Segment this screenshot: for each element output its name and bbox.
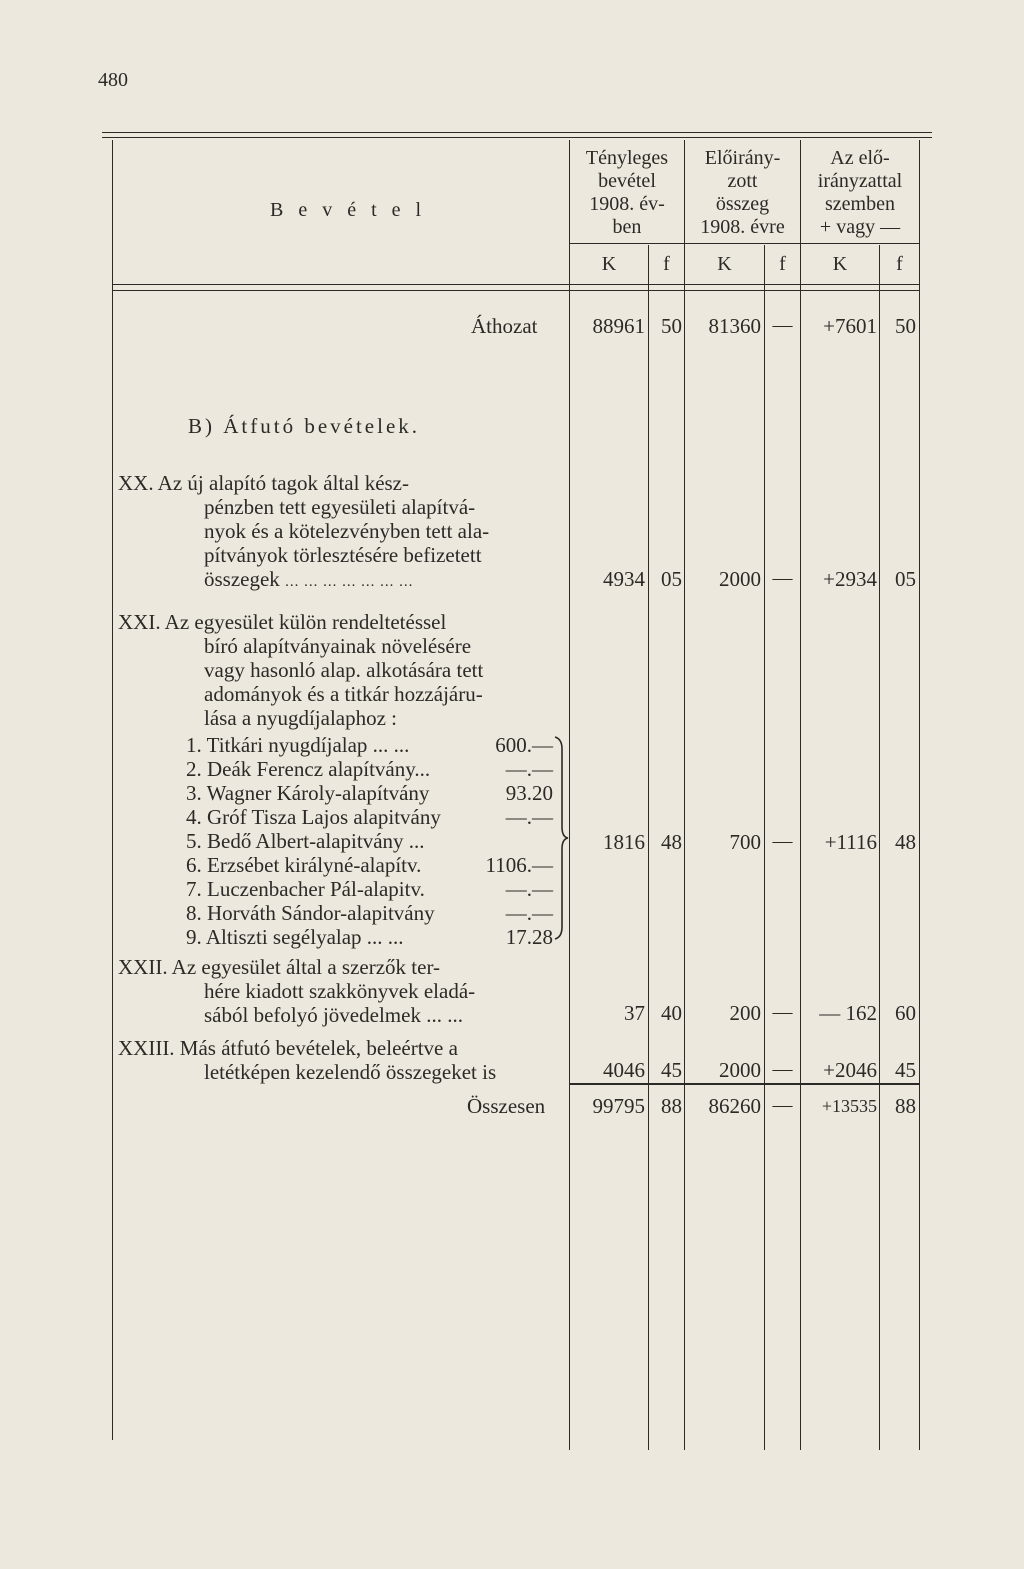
- xxii-f2: —: [772, 1001, 793, 1023]
- header-col3-line1: Az elő-: [830, 147, 890, 169]
- xxi-item-text: 2. Deák Ferencz alapítvány...: [186, 757, 431, 781]
- header-col1-line1: Tényleges: [585, 147, 669, 169]
- right-border: [919, 140, 920, 1450]
- total-f2: —: [772, 1094, 793, 1116]
- col-line-1: [569, 140, 570, 1450]
- page-number: 480: [98, 69, 128, 91]
- total-f1: 88: [661, 1094, 682, 1118]
- sub-f-1: f: [663, 253, 670, 275]
- xxi-item-text: 1. Titkári nyugdíjalap ... ...: [186, 733, 410, 757]
- brace-icon: [553, 735, 569, 941]
- left-border: [112, 140, 113, 1440]
- top-rule: [102, 132, 932, 133]
- xxi-k3: +1116: [824, 830, 877, 854]
- xxi-item-text: 3. Wagner Károly-alapítvány: [186, 781, 430, 805]
- athozat-f3: 50: [895, 314, 916, 338]
- xxi-item-amount: —.—: [505, 805, 553, 829]
- total-k1: 99795: [592, 1094, 645, 1118]
- xxiii-k3: +2046: [823, 1058, 877, 1082]
- xxi-item: [186, 925, 556, 949]
- xxiii-k2: 2000: [719, 1058, 761, 1082]
- athozat-k1: 88961: [592, 314, 645, 338]
- athozat-f2: —: [772, 314, 793, 336]
- xxi-item: [186, 877, 556, 901]
- total-rule: [569, 1083, 920, 1085]
- xxii-line-2: hére kiadott szakkönyvek eladá-: [204, 979, 476, 1003]
- xxii-k1: 37: [624, 1001, 645, 1025]
- sub-k-1: K: [601, 253, 617, 275]
- xx-f1: 05: [661, 567, 682, 591]
- xxi-item-amount: —.—: [505, 901, 553, 925]
- xxi-f3: 48: [895, 830, 916, 854]
- athozat-label: Áthozat: [471, 314, 538, 338]
- header-col2-line1: Előirány-: [704, 147, 781, 169]
- header-col1-line4: ben: [612, 216, 642, 238]
- xxiii-f3: 45: [895, 1058, 916, 1082]
- xxi-item-amount: —.—: [505, 877, 553, 901]
- xxi-f1: 48: [661, 830, 682, 854]
- header-col2-line2: zott: [727, 170, 758, 192]
- xxi-line-2: bíró alapítványainak növelésére: [204, 634, 472, 658]
- xxi-item-text: 8. Horváth Sándor-alapitvány: [186, 901, 435, 925]
- header-bevetel: B e v é t e l: [270, 199, 427, 221]
- header-col1-line2: bevétel: [598, 170, 656, 192]
- total-f3: 88: [895, 1094, 916, 1118]
- xxi-line-1: XXI. Az egyesület külön rendeltetéssel: [118, 610, 447, 634]
- xx-line-4: pítványok törlesztésére befizetett: [204, 543, 482, 567]
- header-bottom-rule-2: [112, 290, 920, 291]
- xxi-f2: —: [772, 830, 793, 852]
- xxi-item-text: 4. Gróf Tisza Lajos alapitvány: [186, 805, 441, 829]
- xxii-f3: 60: [895, 1001, 916, 1025]
- section-title: B) Átfutó bevételek.: [188, 414, 421, 438]
- xxiii-f2: —: [772, 1058, 793, 1080]
- xxii-line-3: sából befolyó jövedelmek ... ...: [204, 1003, 463, 1027]
- xxi-item-amount: —.—: [505, 757, 553, 781]
- header-bottom-rule: [112, 284, 920, 285]
- xxi-item-text: 5. Bedő Albert-alapitvány ...: [186, 829, 425, 853]
- xx-line-5-text: összegek: [204, 567, 280, 591]
- total-k2: 86260: [708, 1094, 761, 1118]
- top-rule-2: [102, 137, 932, 138]
- xxi-text: [118, 610, 568, 730]
- header-col3-line4: + vagy —: [819, 216, 901, 238]
- header-col1-line3: 1908. év-: [589, 193, 665, 215]
- xxi-k1: 1816: [603, 830, 645, 854]
- header-col-elteres: [801, 147, 919, 239]
- xxi-item: [186, 733, 556, 757]
- header-col3-line2: irányzattal: [817, 170, 903, 192]
- xxi-k2: 700: [729, 830, 761, 854]
- total-label: Összesen: [467, 1094, 546, 1118]
- xx-dots: ... ... ... ... ... ... ...: [285, 574, 414, 590]
- xx-f2: —: [772, 567, 793, 589]
- xxi-item-text: 7. Luczenbacher Pál-alapitv.: [186, 877, 425, 901]
- xxiii-text: [118, 1036, 568, 1084]
- header-sub-rule: [569, 243, 920, 244]
- sub-k-3: K: [832, 253, 848, 275]
- xxi-line-3: vagy hasonló alap. alkotására tett: [204, 658, 484, 682]
- xxi-item: [186, 781, 556, 805]
- header-col2-line4: 1908. évre: [700, 216, 785, 238]
- xx-k3: +2934: [823, 567, 877, 591]
- xxi-item-amount: 93.20: [505, 781, 553, 805]
- xx-k2: 2000: [719, 567, 761, 591]
- xxii-k2: 200: [729, 1001, 761, 1025]
- xx-k1: 4934: [603, 567, 645, 591]
- header-col2-line3: összeg: [715, 193, 770, 215]
- xxi-item-text: 6. Erzsébet királyné-alapítv.: [186, 853, 422, 877]
- xxii-line-1: XXII. Az egyesület által a szerzők ter-: [118, 955, 441, 979]
- xxi-item-text: 9. Altiszti segélyalap ... ...: [186, 925, 404, 949]
- xxi-item: [186, 901, 556, 925]
- xxi-item: [186, 853, 556, 877]
- xxiii-line-1: XXIII. Más átfutó bevételek, beleértve a: [118, 1036, 458, 1060]
- sub-k-2: K: [717, 253, 732, 275]
- xxiii-f1: 45: [661, 1058, 682, 1082]
- xxiii-line-2: letétképen kezelendő összegeket is: [204, 1060, 497, 1084]
- xxi-item-amount: 17.28: [505, 925, 553, 949]
- xx-line-1: XX. Az új alapító tagok által kész-: [118, 471, 409, 495]
- xxi-line-4: adományok és a titkár hozzájáru-: [204, 682, 483, 706]
- xxi-line-5: lása a nyugdíjalaphoz :: [204, 706, 398, 730]
- xxi-item-amount: 1106.—: [485, 853, 553, 877]
- xx-line-3: nyok és a kötelezvényben tett ala-: [204, 519, 490, 543]
- xx-f3: 05: [895, 567, 916, 591]
- total-k3: +13535: [821, 1096, 877, 1116]
- col-line-3: [684, 140, 685, 1450]
- athozat-f1: 50: [661, 314, 682, 338]
- athozat-k3: +7601: [823, 314, 877, 338]
- xxii-text: [118, 955, 568, 1027]
- header-col3-line3: szemben: [825, 193, 895, 215]
- xxii-k3: — 162: [819, 1001, 877, 1025]
- sub-f-2: f: [779, 253, 786, 275]
- athozat-k2: 81360: [708, 314, 761, 338]
- sub-f-3: f: [896, 253, 903, 275]
- xx-text: [118, 471, 568, 594]
- xxii-f1: 40: [661, 1001, 682, 1025]
- xxi-item: [186, 757, 556, 781]
- header-col-tenyleges: [570, 147, 684, 239]
- header-col-eloiranyzott: [685, 147, 800, 239]
- xxiii-k1: 4046: [603, 1058, 645, 1082]
- xxi-item: [186, 805, 556, 829]
- xx-line-2: pénzben tett egyesületi alapítvá-: [204, 495, 476, 519]
- xxi-item: [186, 829, 556, 853]
- xxi-item-amount: 600.—: [495, 733, 553, 757]
